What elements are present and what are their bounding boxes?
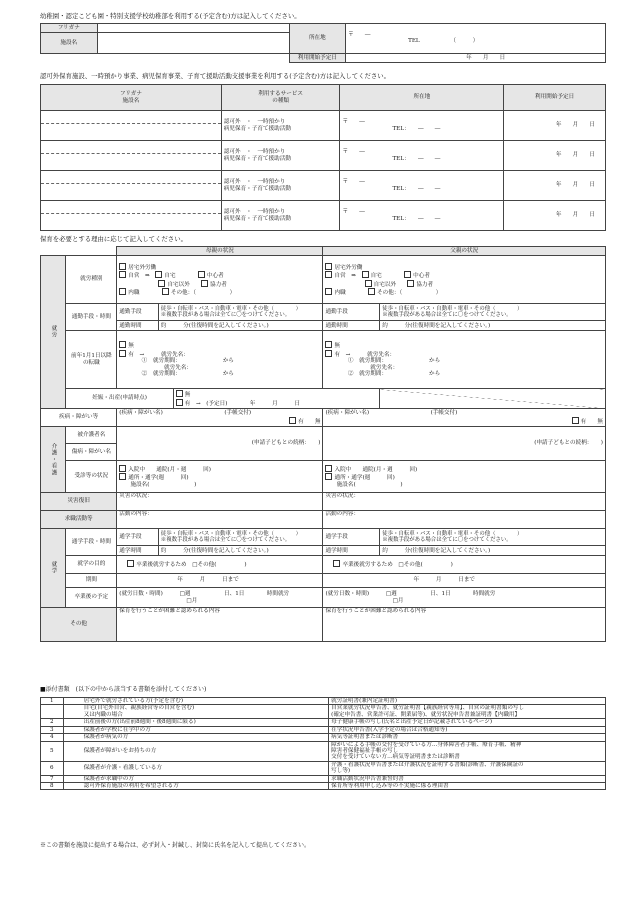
start-date: 年 月 日 — [555, 182, 595, 189]
center-option: 中心者 — [206, 273, 224, 280]
attachment-no: 6 — [41, 761, 64, 775]
address-field[interactable] — [346, 24, 606, 54]
means-label: 通勤手段 — [323, 304, 379, 321]
circle-2: ② — [141, 371, 148, 378]
mother-care-form[interactable] — [117, 461, 323, 493]
checkbox[interactable] — [572, 417, 579, 424]
time-field[interactable]: 約 分(往復時間を記入してください。) — [158, 546, 322, 555]
submit-note: ※この書類を施設に提出する場合は、必ず封入・封緘し、封筒に氏名を記入して提出してください。 — [40, 842, 311, 849]
care-label: 介護・看護 — [41, 427, 66, 493]
attachment-row — [41, 761, 606, 775]
checkbox[interactable] — [158, 280, 165, 287]
checkbox[interactable] — [119, 263, 126, 270]
attachment-condition: 保護者が求職中の方 — [63, 775, 329, 782]
facility-name: 施設名( ) — [336, 481, 403, 488]
employer-label: 就労先名： — [164, 364, 193, 371]
father-commute[interactable] — [323, 304, 606, 331]
circle-1: ① — [347, 358, 354, 365]
means-field[interactable] — [158, 304, 322, 321]
means-field[interactable] — [380, 304, 605, 321]
father-care-form[interactable] — [323, 461, 606, 493]
checkbox[interactable] — [325, 350, 332, 357]
attachment-row — [41, 705, 606, 719]
service-type-field[interactable] — [221, 201, 340, 231]
checkbox[interactable] — [119, 271, 126, 278]
means-note: ※複数手段がある場合は全てに〇をつけてください。 — [382, 537, 512, 544]
attachment-row — [41, 734, 606, 741]
checkbox[interactable] — [119, 288, 126, 295]
work-label: 就労 — [41, 256, 66, 409]
checkbox[interactable] — [362, 271, 369, 278]
postal-text: 〒 ― — [348, 31, 371, 38]
checkbox[interactable] — [404, 271, 411, 278]
means-note: ※複数手段がある場合は全てに〇をつけてください。 — [160, 312, 291, 319]
other-option: その他：（ ） — [377, 289, 442, 296]
grad-hours: (就労日数・時間) — [325, 591, 370, 598]
facility-name-field[interactable] — [41, 201, 222, 231]
mother-pregnancy[interactable] — [173, 389, 379, 409]
father-work-type[interactable] — [323, 256, 606, 304]
means-label: 通勤手段 — [117, 304, 158, 321]
service-type-field[interactable] — [221, 171, 340, 201]
outside-option: 自宅以外 — [373, 281, 397, 288]
start-date: 年 月 日 — [555, 122, 595, 129]
other-label: その他 — [41, 608, 117, 642]
attachment-row — [41, 719, 606, 726]
means-options: 徒歩・自転車・バス・自動車・電車・その他（ ） — [382, 531, 523, 537]
checkbox[interactable] — [119, 341, 126, 348]
father-care-relation[interactable]: (申請子どもとの続柄： ) — [323, 427, 606, 461]
section3-title: 保育を必要とする理由に応じて記入してください。 — [40, 235, 187, 243]
home-option: 自宅 — [370, 273, 382, 280]
mother-illness[interactable] — [117, 409, 323, 427]
means-label: 通学手段 — [323, 529, 379, 546]
preg-yes: 有 → (予定日) — [184, 400, 228, 407]
h-service-b: の種類 — [272, 97, 290, 104]
attachment-no: 8 — [41, 783, 64, 790]
attachment-no: 4 — [41, 734, 64, 741]
start-date: 年 月 日 — [555, 212, 595, 219]
grad-month: □月 — [392, 597, 404, 604]
address-label: 所在地 — [289, 24, 346, 54]
attachment-condition: 居宅外で就労されている方(予定を含む) — [63, 698, 329, 705]
section2-title: 認可外保育施設、一時預かり事業、病児保育事業、子育て援助活動支援事業を利用する(予定含む)方は記入してください。 — [40, 72, 391, 80]
reason-table — [40, 246, 606, 642]
facility-label: 施設名 — [41, 33, 98, 54]
grad-hours: (就労日数・時間) — [119, 591, 163, 598]
time-field[interactable]: 約 分(往復時間を記入してください。) — [380, 321, 605, 330]
illness-label: 疾病・障がい等 — [41, 409, 117, 427]
service-address-field[interactable] — [340, 171, 504, 201]
yes-no: 有 無 — [298, 418, 321, 425]
furigana-label: フリガナ — [41, 24, 98, 33]
hospital-option: 入院中 通院(月・週 回) — [128, 466, 211, 473]
purpose-text: 卒業後就労するため □その他( ) — [136, 562, 247, 569]
grad-week: □週 日、1日 時間就労 — [385, 591, 496, 598]
checkbox[interactable] — [325, 271, 332, 278]
service-row — [41, 171, 606, 201]
service-start-field[interactable] — [504, 141, 606, 171]
mother-other[interactable]: 保育を行うことが困難と認められる内容 — [117, 608, 323, 642]
attachment-no — [41, 705, 64, 719]
other-option: その他：（ ） — [170, 289, 236, 296]
service-type-field[interactable] — [221, 141, 340, 171]
mother-grad[interactable] — [117, 588, 323, 608]
service-address-field[interactable] — [340, 111, 504, 141]
mother-care-relation[interactable]: (申請子どもとの続柄： ) — [117, 427, 323, 461]
tel-text: TEL （ ） — [408, 38, 479, 45]
furigana-field[interactable] — [97, 24, 289, 33]
yes-option: 有 → — [128, 351, 145, 358]
checkbox[interactable] — [155, 271, 162, 278]
tel-text: TEL： ― ― — [392, 155, 441, 162]
attachment-no: 1 — [41, 698, 64, 705]
tel-text: TEL： ― ― — [392, 215, 441, 222]
service-option-1: 認可外 ・ 一時預かり — [223, 209, 286, 216]
home-option: 自宅 — [164, 273, 176, 280]
service-type-field[interactable] — [221, 111, 340, 141]
father-prev-job[interactable] — [323, 331, 606, 389]
time-label: 通学時間 — [323, 546, 379, 555]
checkbox[interactable] — [201, 280, 208, 287]
term-label: 期間 — [66, 574, 117, 588]
facility-name-field[interactable] — [41, 111, 222, 141]
facility-name: 施設名( ) — [130, 481, 197, 488]
attachment-condition: 出産前後の方(出産前8週間・後8週間に限る) — [63, 719, 329, 726]
mother-commute[interactable] — [117, 304, 323, 331]
hospital-option: 入院中 通院(月・週 回) — [334, 466, 418, 473]
attachment-no: 3 — [41, 726, 64, 733]
means-field[interactable] — [158, 529, 322, 546]
father-term[interactable]: 年 月 日まで — [323, 574, 606, 588]
father-header: 父親の状況 — [323, 247, 606, 256]
employer-label: 就労先名： — [160, 351, 189, 358]
purpose-text: 卒業後就労するため □その他( ) — [342, 562, 453, 569]
means-note: ※複数手段がある場合は全てに〇をつけてください。 — [382, 312, 512, 319]
commute-label: 通勤手段・時間 — [66, 304, 117, 331]
employer-label: 就労先名： — [370, 364, 399, 371]
grad-week: □週 日、1日 時間就労 — [179, 591, 290, 598]
attachment-document: 母子健康手帳の写し(氏名と出産予定日が記載されているページ) — [329, 719, 606, 726]
postal-text: 〒 ― — [342, 149, 365, 156]
service-row — [41, 141, 606, 171]
handbook-label: (手帳交付) — [430, 410, 458, 417]
service-option-1: 認可外 ・ 一時預かり — [223, 119, 286, 126]
checkbox[interactable] — [289, 417, 296, 424]
grad-label: 卒業後の予定 — [66, 588, 117, 608]
attachment-condition: 保護者が病気の方 — [63, 734, 329, 741]
from-label: から — [429, 371, 441, 378]
time-label: 通学時間 — [117, 546, 158, 555]
father-grad[interactable] — [323, 588, 606, 608]
means-note: ※複数手段がある場合は全てに〇をつけてください。 — [160, 537, 291, 544]
service-option-2: 病児保育・子育て援助活動 — [223, 125, 291, 132]
from-label: から — [429, 358, 441, 365]
section1-title: 幼稚園・認定こども園・特別支援学校幼稚部を利用する(予定含む)方は記入してください。 — [40, 12, 301, 20]
helper-option: 協力者 — [210, 281, 227, 288]
unlicensed-facility-table — [40, 84, 606, 231]
h-start: 利用開始予定日 — [504, 85, 606, 111]
h-facility: 施設名 — [122, 97, 140, 104]
period-label: 就労期間： — [359, 371, 385, 378]
h-service: 利用するサービス — [258, 91, 303, 98]
none-option: 無 — [334, 343, 341, 350]
postal-text: 〒 ― — [342, 179, 365, 186]
start-date: 年 月 日 — [555, 152, 595, 159]
means-field[interactable] — [380, 529, 605, 546]
means-label: 通学手段 — [117, 529, 158, 546]
postal-text: 〒 ― — [342, 119, 365, 126]
attachment-condition: 自宅(自宅外自営、親族経営等の自営を含む) 又は内職の場合 — [63, 705, 329, 719]
attachment-no: 7 — [41, 775, 64, 782]
tel-text: TEL： ― ― — [392, 185, 441, 192]
job-search-label: 求職活動等 — [41, 511, 117, 529]
employed-option: 居宅外労働 — [334, 264, 363, 271]
service-row — [41, 111, 606, 141]
pregnancy-label: 妊娠・出産(申請時点) — [66, 389, 173, 409]
section4-title: ■添付書類 (以下の中から該当する書類を添付してください) — [40, 686, 207, 693]
mother-job-search[interactable]: 活動の内容： — [117, 511, 323, 529]
none-option: 無 — [128, 343, 134, 350]
attachment-document: 障がいによる手帳の交付を受けている方…身体障害者手帳、療育手帳、精神 障害者保健福祉手帳の写し 交付を受けていない方…病気等証明書または診断書 — [329, 741, 606, 761]
attachment-document: 介護・看護状況申告書または介護状況を証明する書類(診断書、介護保険証の 写し等) — [329, 761, 606, 775]
facility-name-field[interactable] — [41, 171, 222, 201]
yes-no: 有 無 — [580, 418, 603, 425]
father-job-search[interactable]: 活動の内容： — [323, 511, 606, 529]
yes-option: 有 → — [334, 351, 351, 358]
checkbox[interactable] — [325, 341, 332, 348]
study-label: 就学 — [41, 529, 66, 608]
attachment-document: 就労証明書(兼内定証明書) — [329, 698, 606, 705]
father-other[interactable]: 保育を行うことが困難と認められる内容 — [323, 608, 606, 642]
attachment-document: 在学状況申告書(入学予定の場合は合格通知等) — [329, 726, 606, 733]
service-option-1: 認可外 ・ 一時預かり — [223, 179, 286, 186]
facility-field[interactable] — [97, 33, 289, 54]
postal-text: 〒 ― — [342, 209, 365, 216]
school-commute-label: 通学手段・時間 — [66, 529, 117, 556]
checkbox[interactable] — [162, 288, 169, 295]
checkbox[interactable] — [325, 263, 332, 270]
preg-none: 無 — [184, 392, 191, 399]
attachment-no: 2 — [41, 719, 64, 726]
service-option-2: 病児保育・子育て援助活動 — [223, 185, 291, 192]
illness-name: (疾病・障がい名) — [325, 410, 370, 417]
attachment-row — [41, 698, 606, 705]
means-options: 徒歩・自転車・バス・自動車・電車・その他（ ） — [160, 531, 301, 537]
h-address: 所在地 — [340, 85, 504, 111]
helper-option: 協力者 — [416, 281, 434, 288]
from-label: から — [222, 371, 235, 378]
h-furigana: フリガナ — [119, 91, 142, 98]
checkbox[interactable] — [325, 465, 332, 472]
service-option-1: 認可外 ・ 一時預かり — [223, 149, 286, 156]
work-type-label: 就労種別 — [66, 256, 117, 304]
kindergarten-table — [40, 23, 606, 63]
service-start-field[interactable] — [504, 171, 606, 201]
mother-prev-job[interactable] — [117, 331, 323, 389]
checkbox[interactable] — [119, 465, 126, 472]
circle-1: ① — [141, 358, 148, 365]
time-label: 通勤時間 — [117, 321, 158, 330]
service-address-field[interactable] — [340, 201, 504, 231]
naishoku-option: 内職 — [128, 289, 140, 296]
father-purpose[interactable] — [323, 556, 606, 574]
attachment-row — [41, 783, 606, 790]
mother-disaster[interactable]: 災害の状況： — [117, 493, 323, 511]
outside-option: 自宅以外 — [167, 281, 190, 288]
checkbox[interactable] — [368, 288, 375, 295]
prev-job-label: 前年1月1日以降の転職 — [66, 331, 117, 389]
means-options: 徒歩・自転車・バス・自動車・電車・その他（ ） — [160, 306, 301, 312]
service-option-2: 病児保育・子育て援助活動 — [223, 215, 291, 222]
attachment-document: 病気等証明書または診断書 — [329, 734, 606, 741]
period-label: 就労期間： — [359, 358, 385, 365]
attachment-condition: 認可外保育施設の利用を希望される方 — [63, 783, 329, 790]
care-form-label: 受診等の状況 — [66, 461, 117, 493]
checkbox[interactable] — [119, 473, 126, 480]
attachment-no: 5 — [41, 741, 64, 761]
center-option: 中心者 — [413, 273, 430, 280]
disaster-label: 災害復旧 — [41, 493, 117, 511]
naishoku-option: 内職 — [334, 289, 346, 296]
service-option-2: 病児保育・子育て援助活動 — [223, 155, 291, 162]
time-field[interactable]: 約 分(往復時間を記入してください。) — [380, 546, 605, 555]
attachment-document: 求職活動状況申告書兼誓約書 — [329, 775, 606, 782]
start-label: 利用開始予定日 — [289, 53, 346, 62]
checkbox[interactable] — [407, 280, 414, 287]
employed-option: 居宅外労働 — [128, 264, 157, 271]
facility-visit-option: 通所・通学(週 回) — [334, 475, 395, 482]
mother-header: 母親の状況 — [117, 247, 323, 256]
attachment-document: 自営業就労状況申告書、就労証明書【親族経営等用】、自営の証明書類の写し (確定申告書、営業許可証、開業届等)、就労状況申告書兼証明書【内職用】 — [329, 705, 606, 719]
care-person-label: 被介護者名 — [66, 427, 117, 444]
self-employed-option: 自営 ⇒ — [334, 273, 356, 280]
attachment-condition: 保護者が介護・看護している方 — [63, 761, 329, 775]
means-options: 徒歩・自転車・バス・自動車・電車・その他（ ） — [382, 306, 523, 312]
mother-purpose[interactable] — [117, 556, 323, 574]
mother-school-commute[interactable] — [117, 529, 323, 556]
attachment-row — [41, 775, 606, 782]
care-illness-label: 傷病・障がい名 — [66, 444, 117, 461]
service-address-field[interactable] — [340, 141, 504, 171]
employer-label: 就労先名： — [367, 351, 396, 358]
checkbox[interactable] — [325, 473, 332, 480]
tel-text: TEL： ― ― — [392, 125, 441, 132]
grad-month: □月 — [186, 597, 198, 604]
service-start-field[interactable] — [504, 111, 606, 141]
start-date-field[interactable]: 年 月 日 — [346, 53, 606, 62]
service-start-field[interactable] — [504, 201, 606, 231]
service-row — [41, 201, 606, 231]
father-disaster[interactable]: 災害の状況： — [323, 493, 606, 511]
father-illness[interactable] — [323, 409, 606, 427]
preg-date: 年 月 日 — [249, 400, 301, 407]
checkbox[interactable] — [198, 271, 205, 278]
checkbox[interactable] — [119, 350, 126, 357]
father-pregnancy-na — [379, 389, 605, 409]
facility-name-field[interactable] — [41, 141, 222, 171]
illness-name: (疾病・障がい名) — [119, 410, 163, 417]
father-school-commute[interactable] — [323, 529, 606, 556]
attachment-row — [41, 726, 606, 733]
purpose-label: 就学の目的 — [66, 556, 117, 574]
mother-term[interactable]: 年 月 日まで — [117, 574, 323, 588]
attachment-row — [41, 741, 606, 761]
self-employed-option: 自営 ⇒ — [128, 273, 150, 280]
period-label: 就労期間： — [152, 371, 179, 378]
attachment-document: 保育所等利用申し込み等の不実施に係る理由書 — [329, 783, 606, 790]
time-label: 通勤時間 — [323, 321, 379, 330]
checkbox[interactable] — [365, 280, 372, 287]
handbook-label: (手帳交付) — [224, 410, 252, 417]
attachment-condition: 保護者が障がいをお持ちの方 — [63, 741, 329, 761]
time-field[interactable]: 約 分(往復時間を記入してください。) — [158, 321, 322, 330]
attachment-condition: 保護者が学校に在学中の方 — [63, 726, 329, 733]
attachments-table — [40, 697, 606, 790]
period-label: 就労期間： — [152, 358, 179, 365]
from-label: から — [222, 358, 235, 365]
checkbox[interactable] — [325, 288, 332, 295]
circle-2: ② — [347, 371, 354, 378]
facility-visit-option: 通所・通学(週 回) — [128, 475, 189, 482]
mother-work-type[interactable] — [117, 256, 323, 304]
